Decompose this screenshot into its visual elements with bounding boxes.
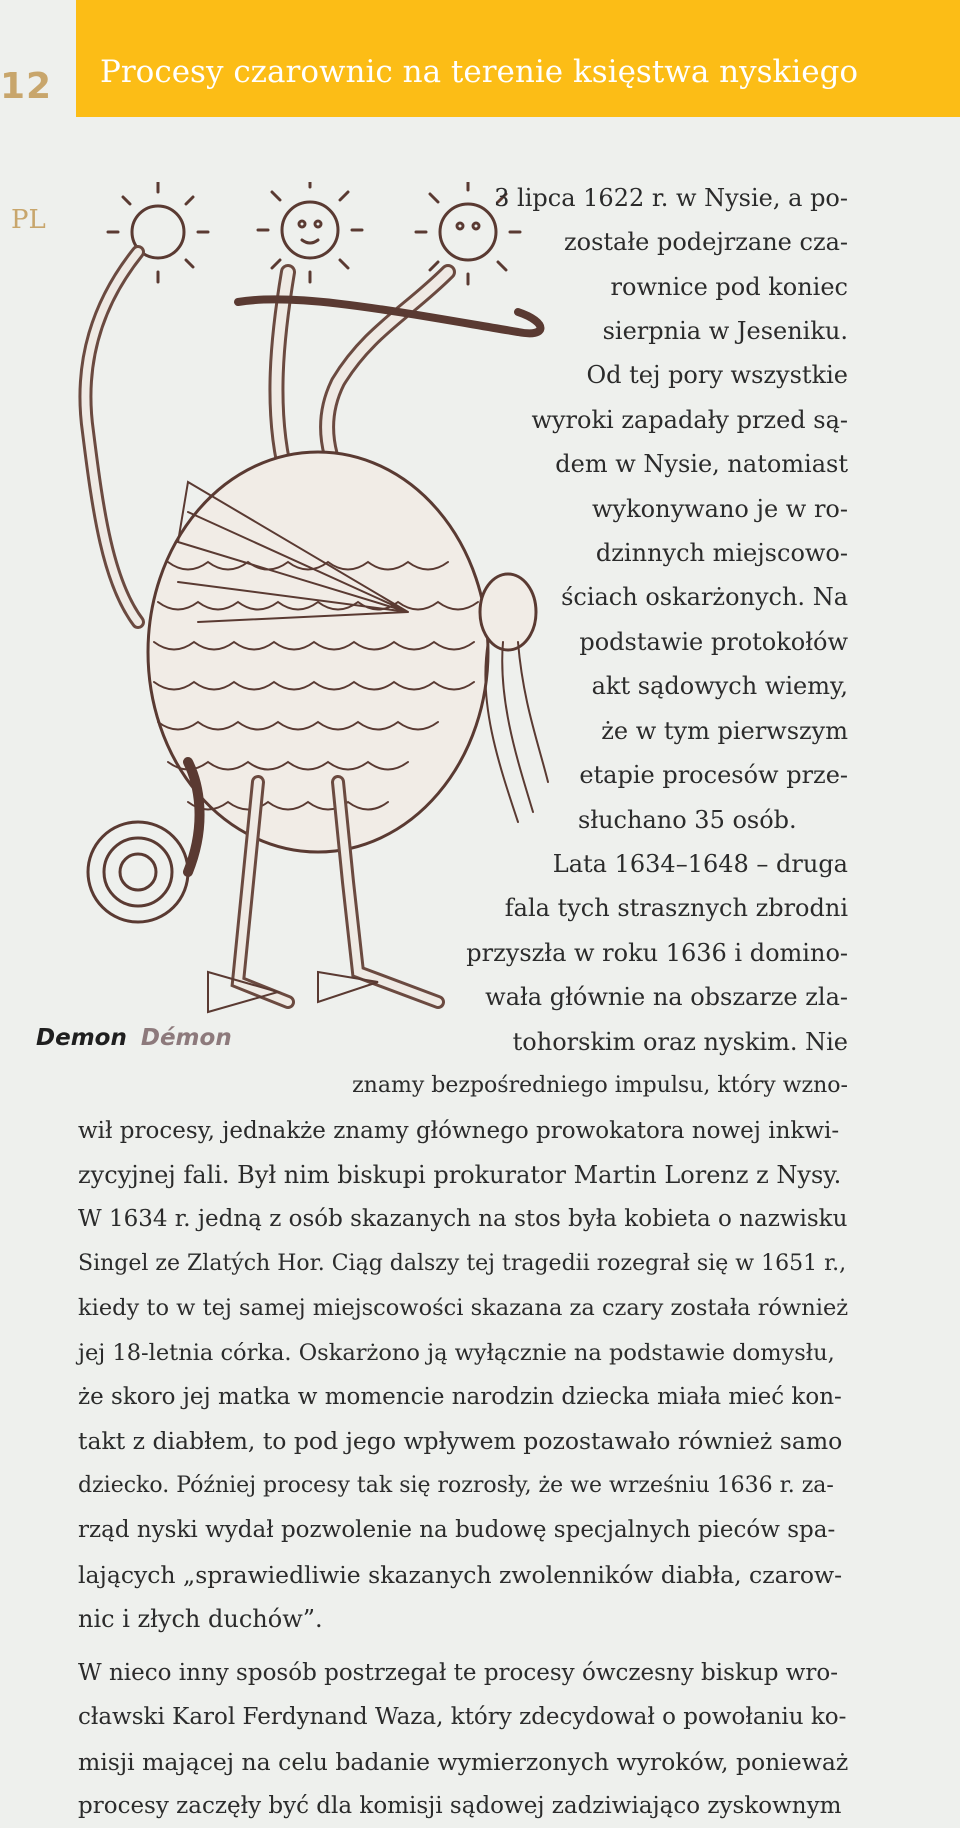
body-line: podstawie protokołów (579, 628, 848, 656)
body-line: misji mającej na celu badanie wymierzonych wyroków, ponieważ (78, 1748, 849, 1776)
body-line: słuchano 35 osób. (578, 806, 797, 834)
body-line: dziecko. Później procesy tak się rozrosły, że we wrześniu 1636 r. za- (78, 1473, 834, 1498)
body-line: zostałe podejrzane cza- (563, 228, 848, 256)
language-marker: PL (11, 205, 46, 235)
body-line: procesy zaczęły być dla komisji sądowej zadziwiająco zyskownym (78, 1793, 842, 1819)
body-line: że skoro jej matka w momencie narodzin dziecka miała mieć kon- (78, 1384, 842, 1410)
body-line: W 1634 r. jedną z osób skazanych na stos była kobieta o nazwisku (78, 1206, 848, 1232)
body-line: Od tej pory wszystkie (586, 361, 848, 389)
body-line: Singel ze Zlatých Hor. Ciąg dalszy tej tragedii rozegrał się w 1651 r., (78, 1251, 847, 1276)
body-line: akt sądowych wiemy, (591, 672, 848, 700)
body-line: ściach oskarżonych. Na (561, 583, 848, 611)
body-line: tohorskim oraz nyskim. Nie (512, 1028, 848, 1056)
body-line: cławski Karol Ferdynand Waza, który zdecydował o powołaniu ko- (78, 1704, 847, 1730)
body-line: lających „sprawiedliwie skazanych zwolenników diabła, czarow- (78, 1561, 843, 1589)
body-line: jej 18-letnia córka. Oskarżono ją wyłącznie na podstawie domysłu, (78, 1340, 835, 1366)
body-line: wała głównie na obszarze zla- (485, 983, 848, 1011)
body-line: 3 lipca 1622 r. w Nysie, a po- (494, 184, 848, 212)
body-line: rząd nyski wydał pozwolenie na budowę specjalnych pieców spa- (78, 1517, 836, 1543)
caption-czech: Démon (140, 1025, 232, 1051)
body-line: nic i złych duchów”. (78, 1605, 323, 1633)
body-line: zycyjnej fali. Był nim biskupi prokurator Martin Lorenz z Nysy. (78, 1161, 842, 1189)
body-line: dzinnych miejscowo- (595, 539, 848, 567)
body-line: znamy bezpośredniego impulsu, który wzno- (352, 1073, 848, 1098)
body-line: przyszła w roku 1636 i domino- (466, 939, 848, 967)
body-line: Lata 1634–1648 – druga (552, 850, 848, 878)
body-line: etapie procesów prze- (579, 761, 848, 789)
body-line: że w tym pierwszym (601, 717, 848, 745)
body-line: takt z diabłem, to pod jego wpływem pozostawało również samo (78, 1427, 843, 1455)
body-line: W nieco inny sposób postrzegał te procesy ówczesny biskup wro- (78, 1660, 839, 1686)
page-number: 12 (0, 66, 53, 107)
body-line: rownice pod koniec (610, 273, 848, 301)
body-line: wił procesy, jednakże znamy głównego prowokatora nowej inkwi- (78, 1118, 840, 1144)
body-line: kiedy to w tej samej miejscowości skazana za czary została również (78, 1295, 849, 1321)
chapter-title: Procesy czarownic na terenie księstwa nyskiego (100, 54, 859, 90)
body-line: fala tych strasznych zbrodni (504, 894, 848, 922)
caption-polish: Demon (36, 1025, 127, 1051)
body-line: dem w Nysie, natomiast (555, 450, 848, 478)
body-line: sierpnia w Jeseniku. (602, 317, 848, 345)
body-line: wykonywano je w ro- (592, 495, 848, 523)
body-line: wyroki zapadały przed są- (531, 406, 848, 434)
